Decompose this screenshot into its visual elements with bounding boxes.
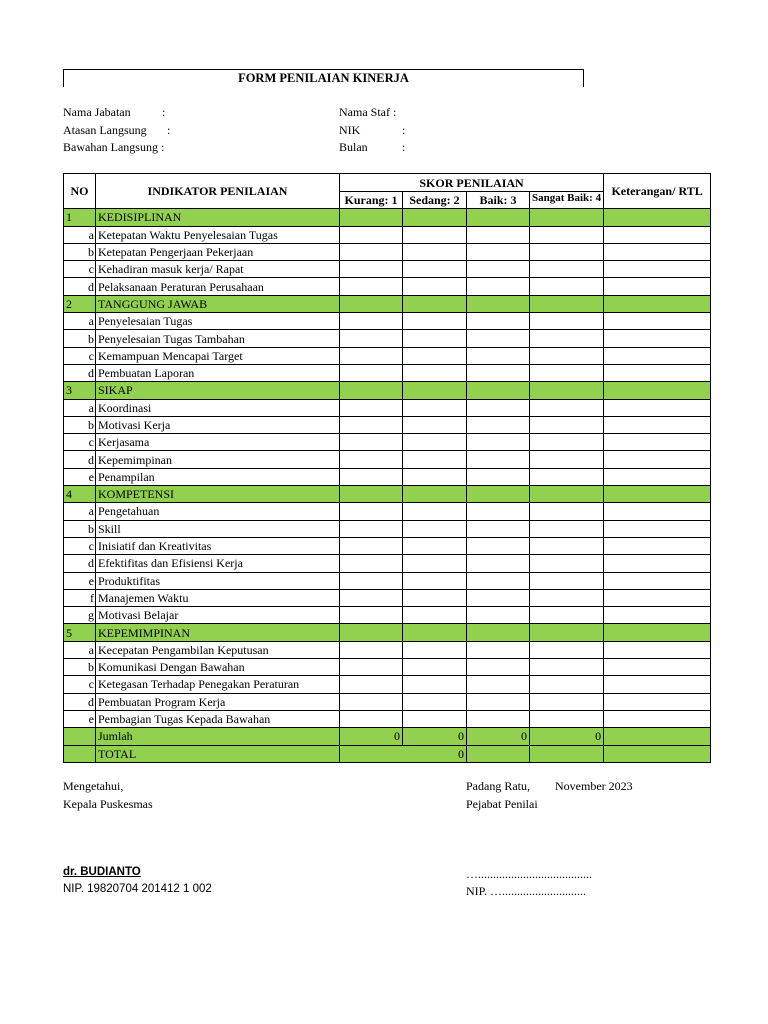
score-cell[interactable]	[467, 520, 530, 537]
indicator-letter: d	[64, 451, 96, 468]
keterangan-cell[interactable]	[604, 347, 711, 364]
indicator-row	[64, 607, 711, 624]
score-cell[interactable]	[530, 451, 604, 468]
indicator-text: Ketegasan Terhadap Penegakan Peraturan	[96, 676, 340, 693]
info-atasan-langsung: Atasan Langsung :	[63, 123, 171, 137]
section-row	[64, 624, 711, 641]
keterangan-cell[interactable]	[604, 710, 711, 727]
indicator-text: Skill	[96, 520, 340, 537]
keterangan-cell[interactable]	[604, 503, 711, 520]
score-cell[interactable]	[530, 434, 604, 451]
footer-date: November 2023	[555, 779, 633, 793]
indicator-letter: c	[64, 434, 96, 451]
section-name: KEDISIPLINAN	[96, 209, 340, 226]
section-cell	[403, 295, 467, 312]
indicator-letter: d	[64, 555, 96, 572]
score-cell[interactable]	[530, 589, 604, 606]
indicator-row	[64, 641, 711, 658]
section-name: TANGGUNG JAWAB	[96, 295, 340, 312]
indicator-row	[64, 243, 711, 260]
indicator-letter: b	[64, 659, 96, 676]
jumlah-value: 0	[530, 728, 604, 745]
section-name: SIKAP	[96, 382, 340, 399]
score-cell[interactable]	[467, 676, 530, 693]
score-cell[interactable]	[530, 537, 604, 554]
keterangan-cell[interactable]	[604, 607, 711, 624]
jumlah-keterangan	[604, 728, 711, 745]
keterangan-cell[interactable]	[604, 226, 711, 243]
score-cell[interactable]	[403, 468, 467, 485]
indicator-row	[64, 468, 711, 485]
section-cell	[403, 486, 467, 503]
section-cell	[530, 209, 604, 226]
indicator-text: Kecepatan Pengambilan Keputusan	[96, 641, 340, 658]
keterangan-cell[interactable]	[604, 589, 711, 606]
jumlah-row	[64, 728, 711, 745]
indicator-letter: f	[64, 589, 96, 606]
indicator-letter: d	[64, 693, 96, 710]
section-no: 1	[64, 209, 96, 226]
score-cell[interactable]	[467, 589, 530, 606]
total-cell	[530, 745, 604, 762]
indicator-letter: a	[64, 399, 96, 416]
section-cell	[467, 295, 530, 312]
jumlah-no	[64, 728, 96, 745]
indicator-row	[64, 693, 711, 710]
jumlah-value: 0	[403, 728, 467, 745]
keterangan-cell[interactable]	[604, 537, 711, 554]
indicator-text: Manajemen Waktu	[96, 589, 340, 606]
score-cell[interactable]	[530, 243, 604, 260]
info-bawahan-langsung: Bawahan Langsung :	[63, 140, 165, 154]
header-skor: SKOR PENILAIAN	[340, 174, 604, 192]
score-cell[interactable]	[530, 330, 604, 347]
score-cell[interactable]	[530, 572, 604, 589]
score-cell[interactable]	[340, 572, 403, 589]
indicator-text: Motivasi Belajar	[96, 607, 340, 624]
signer-nip: NIP. 19820704 201412 1 002	[63, 883, 212, 895]
score-cell[interactable]	[467, 278, 530, 295]
section-cell	[530, 486, 604, 503]
section-cell	[403, 209, 467, 226]
score-cell[interactable]	[340, 243, 403, 260]
indicator-letter: b	[64, 330, 96, 347]
score-cell[interactable]	[403, 520, 467, 537]
score-cell[interactable]	[403, 503, 467, 520]
indicator-row	[64, 261, 711, 278]
section-row	[64, 486, 711, 503]
jumlah-label: Jumlah	[96, 728, 340, 745]
score-cell[interactable]	[530, 399, 604, 416]
indicator-letter: b	[64, 520, 96, 537]
indicator-text: Kerjasama	[96, 434, 340, 451]
score-cell[interactable]	[530, 659, 604, 676]
section-no: 5	[64, 624, 96, 641]
indicator-letter: c	[64, 347, 96, 364]
keterangan-cell[interactable]	[604, 641, 711, 658]
indicator-letter: d	[64, 364, 96, 381]
indicator-row	[64, 572, 711, 589]
score-cell[interactable]	[467, 710, 530, 727]
score-cell[interactable]	[530, 693, 604, 710]
section-cell	[530, 382, 604, 399]
section-cell	[403, 624, 467, 641]
indicator-text: Kepemimpinan	[96, 451, 340, 468]
score-cell[interactable]	[340, 607, 403, 624]
section-cell	[467, 624, 530, 641]
indicator-text: Motivasi Kerja	[96, 416, 340, 433]
keterangan-cell[interactable]	[604, 399, 711, 416]
score-cell[interactable]	[530, 468, 604, 485]
score-cell[interactable]	[467, 468, 530, 485]
score-cell[interactable]	[340, 434, 403, 451]
section-name: KOMPETENSI	[96, 486, 340, 503]
indicator-row	[64, 434, 711, 451]
score-cell[interactable]	[530, 503, 604, 520]
indicator-text: Ketepatan Waktu Penyelesaian Tugas	[96, 226, 340, 243]
score-cell[interactable]	[340, 676, 403, 693]
score-cell[interactable]	[403, 313, 467, 330]
score-cell[interactable]	[403, 589, 467, 606]
score-cell[interactable]	[403, 399, 467, 416]
indicator-row	[64, 313, 711, 330]
score-cell[interactable]	[530, 607, 604, 624]
keterangan-cell[interactable]	[604, 243, 711, 260]
indicator-letter: b	[64, 416, 96, 433]
footer-pejabat: Pejabat Penilai	[466, 797, 538, 811]
section-row	[64, 295, 711, 312]
indicator-text: Produktifitas	[96, 572, 340, 589]
score-cell[interactable]	[467, 641, 530, 658]
header-no: NO	[64, 174, 96, 209]
score-cell[interactable]	[340, 416, 403, 433]
score-cell[interactable]	[467, 659, 530, 676]
indicator-row	[64, 364, 711, 381]
score-cell[interactable]	[403, 693, 467, 710]
footer-kepala: Kepala Puskesmas	[63, 797, 153, 811]
total-no	[64, 745, 96, 762]
indicator-row	[64, 416, 711, 433]
header-keterangan: Keterangan/ RTL	[604, 174, 711, 209]
header-sangat-baik: Sangat Baik: 4	[530, 192, 604, 209]
indicator-letter: e	[64, 468, 96, 485]
score-cell[interactable]	[403, 416, 467, 433]
keterangan-cell[interactable]	[604, 468, 711, 485]
indicator-text: Pengetahuan	[96, 503, 340, 520]
indicator-row	[64, 347, 711, 364]
score-cell[interactable]	[340, 364, 403, 381]
score-cell[interactable]	[530, 641, 604, 658]
score-cell[interactable]	[340, 589, 403, 606]
score-cell[interactable]	[340, 278, 403, 295]
score-cell[interactable]	[340, 693, 403, 710]
indicator-text: Inisiatif dan Kreativitas	[96, 537, 340, 554]
score-cell[interactable]	[403, 347, 467, 364]
score-cell[interactable]	[403, 451, 467, 468]
indicator-letter: e	[64, 710, 96, 727]
header-sedang: Sedang: 2	[403, 192, 467, 209]
score-cell[interactable]	[467, 572, 530, 589]
score-cell[interactable]	[467, 416, 530, 433]
section-cell	[604, 624, 711, 641]
indicator-row	[64, 278, 711, 295]
indicator-letter: d	[64, 278, 96, 295]
score-cell[interactable]	[467, 243, 530, 260]
score-cell[interactable]	[403, 278, 467, 295]
indicator-row	[64, 555, 711, 572]
indicator-row	[64, 537, 711, 554]
footer-mengetahui: Mengetahui,	[63, 779, 124, 793]
section-cell	[530, 295, 604, 312]
indicator-text: Pembuatan Laporan	[96, 364, 340, 381]
score-cell[interactable]	[403, 607, 467, 624]
indicator-row	[64, 451, 711, 468]
score-cell[interactable]	[467, 434, 530, 451]
indicator-row	[64, 589, 711, 606]
form-title: FORM PENILAIAN KINERJA	[63, 69, 584, 87]
keterangan-cell[interactable]	[604, 313, 711, 330]
keterangan-cell[interactable]	[604, 278, 711, 295]
score-cell[interactable]	[467, 537, 530, 554]
header-kurang: Kurang: 1	[340, 192, 403, 209]
indicator-text: Kehadiran masuk kerja/ Rapat	[96, 261, 340, 278]
score-cell[interactable]	[340, 659, 403, 676]
score-cell[interactable]	[530, 364, 604, 381]
indicator-text: Ketepatan Pengerjaan Pekerjaan	[96, 243, 340, 260]
section-cell	[604, 295, 711, 312]
keterangan-cell[interactable]	[604, 520, 711, 537]
indicator-text: Koordinasi	[96, 399, 340, 416]
score-cell[interactable]	[530, 347, 604, 364]
score-cell[interactable]	[340, 226, 403, 243]
total-value: 0	[340, 745, 467, 762]
score-cell[interactable]	[340, 399, 403, 416]
indicator-row	[64, 710, 711, 727]
indicator-text: Efektifitas dan Efisiensi Kerja	[96, 555, 340, 572]
score-cell[interactable]	[340, 641, 403, 658]
score-cell[interactable]	[403, 243, 467, 260]
section-cell	[604, 209, 711, 226]
score-cell[interactable]	[340, 261, 403, 278]
indicator-letter: g	[64, 607, 96, 624]
keterangan-cell[interactable]	[604, 364, 711, 381]
section-cell	[604, 382, 711, 399]
section-no: 3	[64, 382, 96, 399]
section-cell	[403, 382, 467, 399]
section-no: 2	[64, 295, 96, 312]
section-cell	[340, 486, 403, 503]
score-cell[interactable]	[403, 261, 467, 278]
header-indikator: INDIKATOR PENILAIAN	[96, 174, 340, 209]
score-cell[interactable]	[340, 330, 403, 347]
section-cell	[530, 624, 604, 641]
score-cell[interactable]	[530, 226, 604, 243]
indicator-row	[64, 520, 711, 537]
score-cell[interactable]	[340, 555, 403, 572]
score-cell[interactable]	[467, 261, 530, 278]
indicator-letter: b	[64, 243, 96, 260]
assessor-nip: NIP. …............................	[466, 884, 587, 898]
section-cell	[467, 209, 530, 226]
indicator-letter: a	[64, 226, 96, 243]
score-cell[interactable]	[467, 555, 530, 572]
info-bulan: Bulan :	[339, 140, 406, 154]
score-cell[interactable]	[340, 468, 403, 485]
keterangan-cell[interactable]	[604, 330, 711, 347]
indicator-letter: a	[64, 503, 96, 520]
keterangan-cell[interactable]	[604, 451, 711, 468]
indicator-row	[64, 659, 711, 676]
score-cell[interactable]	[530, 261, 604, 278]
section-cell	[604, 486, 711, 503]
total-keterangan	[604, 745, 711, 762]
score-cell[interactable]	[467, 364, 530, 381]
total-label: TOTAL	[96, 745, 340, 762]
jumlah-value: 0	[340, 728, 403, 745]
score-cell[interactable]	[403, 434, 467, 451]
section-row	[64, 209, 711, 226]
score-cell[interactable]	[530, 676, 604, 693]
keterangan-cell[interactable]	[604, 555, 711, 572]
score-cell[interactable]	[340, 347, 403, 364]
score-cell[interactable]	[467, 226, 530, 243]
score-cell[interactable]	[403, 659, 467, 676]
indicator-text: Kemampuan Mencapai Target	[96, 347, 340, 364]
indicator-text: Penampilan	[96, 468, 340, 485]
indicator-row	[64, 503, 711, 520]
total-cell	[467, 745, 530, 762]
section-cell	[340, 209, 403, 226]
score-cell[interactable]	[467, 399, 530, 416]
indicator-row	[64, 226, 711, 243]
section-cell	[340, 382, 403, 399]
indicator-letter: c	[64, 676, 96, 693]
indicator-row	[64, 676, 711, 693]
jumlah-value: 0	[467, 728, 530, 745]
section-cell	[340, 295, 403, 312]
info-nama-staf: Nama Staf :	[339, 105, 397, 119]
keterangan-cell[interactable]	[604, 416, 711, 433]
score-cell[interactable]	[340, 520, 403, 537]
footer-place: Padang Ratu,	[466, 779, 530, 793]
score-cell[interactable]	[340, 710, 403, 727]
score-cell[interactable]	[403, 537, 467, 554]
score-cell[interactable]	[403, 364, 467, 381]
score-cell[interactable]	[340, 451, 403, 468]
indicator-letter: e	[64, 572, 96, 589]
score-cell[interactable]	[467, 451, 530, 468]
score-cell[interactable]	[530, 278, 604, 295]
score-cell[interactable]	[467, 347, 530, 364]
score-cell[interactable]	[403, 330, 467, 347]
section-cell	[467, 382, 530, 399]
keterangan-cell[interactable]	[604, 261, 711, 278]
indicator-letter: c	[64, 261, 96, 278]
indicator-row	[64, 399, 711, 416]
indicator-text: Penyelesaian Tugas	[96, 313, 340, 330]
indicator-text: Komunikasi Dengan Bawahan	[96, 659, 340, 676]
signature-line: …......................................	[466, 867, 592, 881]
info-nama-jabatan: Nama Jabatan :	[63, 105, 166, 119]
score-cell[interactable]	[530, 710, 604, 727]
total-row	[64, 745, 711, 762]
score-cell[interactable]	[467, 607, 530, 624]
section-cell	[467, 486, 530, 503]
score-cell[interactable]	[340, 503, 403, 520]
score-cell[interactable]	[467, 330, 530, 347]
header-baik: Baik: 3	[467, 192, 530, 209]
score-cell[interactable]	[530, 416, 604, 433]
indicator-letter: c	[64, 537, 96, 554]
keterangan-cell[interactable]	[604, 572, 711, 589]
score-cell[interactable]	[403, 226, 467, 243]
section-cell	[340, 624, 403, 641]
score-cell[interactable]	[403, 676, 467, 693]
score-cell[interactable]	[530, 555, 604, 572]
indicator-text: Pembagian Tugas Kepada Bawahan	[96, 710, 340, 727]
score-cell[interactable]	[467, 313, 530, 330]
keterangan-cell[interactable]	[604, 434, 711, 451]
score-cell[interactable]	[340, 313, 403, 330]
score-cell[interactable]	[467, 503, 530, 520]
score-cell[interactable]	[340, 537, 403, 554]
score-cell[interactable]	[403, 572, 467, 589]
info-nik: NIK :	[339, 123, 406, 137]
indicator-text: Penyelesaian Tugas Tambahan	[96, 330, 340, 347]
score-cell[interactable]	[530, 313, 604, 330]
indicator-row	[64, 330, 711, 347]
indicator-text: Pembuatan Program Kerja	[96, 693, 340, 710]
keterangan-cell[interactable]	[604, 676, 711, 693]
score-cell[interactable]	[530, 520, 604, 537]
signer-name: dr. BUDIANTO	[63, 866, 141, 878]
section-row	[64, 382, 711, 399]
assessment-table	[63, 173, 711, 763]
indicator-letter: a	[64, 313, 96, 330]
score-cell[interactable]	[403, 555, 467, 572]
score-cell[interactable]	[403, 641, 467, 658]
section-name: KEPEMIMPINAN	[96, 624, 340, 641]
keterangan-cell[interactable]	[604, 693, 711, 710]
indicator-letter: a	[64, 641, 96, 658]
score-cell[interactable]	[467, 693, 530, 710]
section-no: 4	[64, 486, 96, 503]
indicator-text: Pelaksanaan Peraturan Perusahaan	[96, 278, 340, 295]
score-cell[interactable]	[403, 710, 467, 727]
keterangan-cell[interactable]	[604, 659, 711, 676]
